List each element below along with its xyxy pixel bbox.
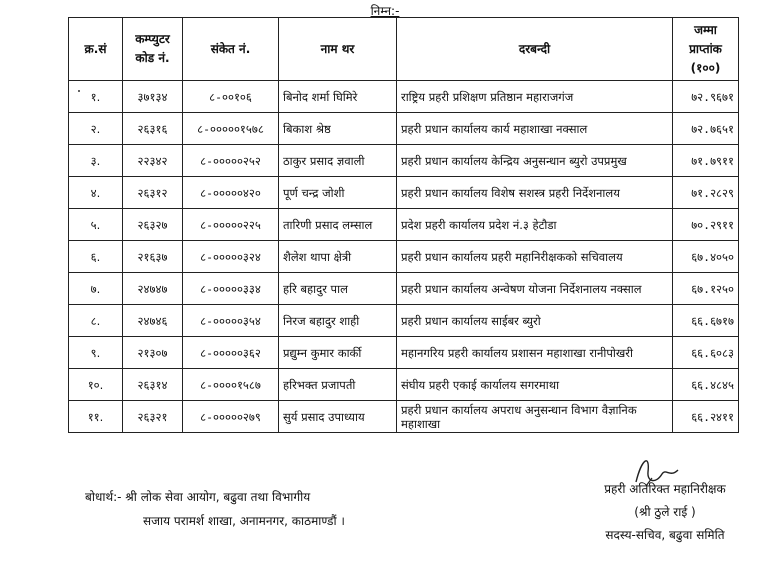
cell-code: २२३४२ — [123, 145, 183, 177]
signatory-name: (श्री ठुले राई ) — [634, 505, 696, 519]
cell-post: प्रहरी प्रधान कार्यालय अपराध अनुसन्धान विभाग वैज्ञानिक महाशाखा — [397, 401, 673, 433]
header-name: नाम थर — [279, 18, 397, 81]
cell-code: २४७४६ — [123, 305, 183, 337]
cell-score: ६६.६०८३ — [673, 337, 739, 369]
cell-post: संघीय प्रहरी एकाई कार्यालय सगरमाथा — [397, 369, 673, 401]
cell-name: बिकाश श्रेष्ठ — [279, 113, 397, 145]
header-total-label: जम्मा प्राप्तांक — [689, 22, 722, 56]
cell-post: महानगरिय प्रहरी कार्यालय प्रशासन महाशाखा रानीपोखरी — [397, 337, 673, 369]
cell-score: ६६.६७१७ — [673, 305, 739, 337]
cell-score: ७१.७९११ — [673, 145, 739, 177]
table-row — [69, 81, 739, 113]
table-row — [69, 177, 739, 209]
header-total — [673, 18, 739, 81]
table-row — [69, 401, 739, 433]
cell-sn: ८. — [69, 305, 123, 337]
cell-sn: ९. — [69, 337, 123, 369]
cell-post: प्रहरी प्रधान कार्यालय अन्वेषण योजना निर्देशनालय नक्साल — [397, 273, 673, 305]
table-header-row — [69, 18, 739, 81]
table-row — [69, 305, 739, 337]
cell-sn: ३. — [69, 145, 123, 177]
cell-sn: ६. — [69, 241, 123, 273]
table-row — [69, 145, 739, 177]
cell-code: २६३१६ — [123, 113, 183, 145]
cell-sn: ४. — [69, 177, 123, 209]
cell-score: ६६.२४११ — [673, 401, 739, 433]
cell-sn: ११. — [69, 401, 123, 433]
cell-code: ३७१३४ — [123, 81, 183, 113]
cell-post: प्रदेश प्रहरी कार्यालय प्रदेश नं.३ हेटौडा — [397, 209, 673, 241]
cell-name: शैलेश थापा क्षेत्री — [279, 241, 397, 273]
cell-score: ७२.७६५१ — [673, 113, 739, 145]
cell-code: २६३१२ — [123, 177, 183, 209]
cell-symbol: ८-०००००३५४ — [183, 305, 279, 337]
section-heading — [0, 0, 770, 16]
cell-name: ठाकुर प्रसाद ज्ञवाली — [279, 145, 397, 177]
cell-symbol: ८-००००१५८७ — [183, 369, 279, 401]
signatory-role: सदस्य-सचिव, बढुवा समिति — [605, 528, 725, 542]
header-symbol: संकेत नं. — [183, 18, 279, 81]
cell-name: प्रद्युम्न कुमार कार्की — [279, 337, 397, 369]
cell-code: २६३२१ — [123, 401, 183, 433]
cell-code: २६३१४ — [123, 369, 183, 401]
cell-post: प्रहरी प्रधान कार्यालय केन्द्रिय अनुसन्धान ब्युरो उपप्रमुख — [397, 145, 673, 177]
signatory-title: प्रहरी अतिरिक्त महानिरीक्षक — [604, 482, 726, 496]
cell-sn: १०. — [69, 369, 123, 401]
table-row — [69, 209, 739, 241]
heading-text: निम्न:- — [370, 4, 400, 18]
cell-name: हरि बहादुर पाल — [279, 273, 397, 305]
cell-post: प्रहरी प्रधान कार्यालय प्रहरी महानिरीक्षकको सचिवालय — [397, 241, 673, 273]
table-row — [69, 337, 739, 369]
cell-score: ७२.९६७१ — [673, 81, 739, 113]
cell-score: ६७.४०५० — [673, 241, 739, 273]
cell-symbol: ८-०००००३२४ — [183, 241, 279, 273]
cell-post: राष्ट्रिय प्रहरी प्रशिक्षण प्रतिष्ठान महाराजगंज — [397, 81, 673, 113]
cell-post: प्रहरी प्रधान कार्यालय साईबर ब्युरो — [397, 305, 673, 337]
cell-symbol: ८-०००००२२५ — [183, 209, 279, 241]
table-row — [69, 241, 739, 273]
cell-code: २४७४७ — [123, 273, 183, 305]
cell-score: ६६.४८४५ — [673, 369, 739, 401]
cell-symbol: ८-०००००२५२ — [183, 145, 279, 177]
signatory-block — [555, 478, 770, 547]
cc-line-2: सजाय परामर्श शाखा, अनामनगर, काठमाण्डौं । — [143, 514, 345, 528]
header-total-max: (१००) — [690, 60, 721, 75]
cell-score: ७१.२८२९ — [673, 177, 739, 209]
cell-symbol: ८-०००००३३४ — [183, 273, 279, 305]
cell-symbol: ८-०००००२७९ — [183, 401, 279, 433]
table-row — [69, 369, 739, 401]
cell-post: प्रहरी प्रधान कार्यालय विशेष सशस्त्र प्रहरी निर्देशनालय — [397, 177, 673, 209]
cell-name: तारिणी प्रसाद लम्साल — [279, 209, 397, 241]
cell-score: ६७.१२५० — [673, 273, 739, 305]
cell-score: ७०.२९११ — [673, 209, 739, 241]
header-post: दरबन्दी — [397, 18, 673, 81]
cell-name: बिनोद शर्मा घिमिरे — [279, 81, 397, 113]
header-sn: क्र.सं — [69, 18, 123, 81]
cell-name: पूर्ण चन्द्र जोशी — [279, 177, 397, 209]
cell-symbol: ८-०००००१५७८ — [183, 113, 279, 145]
cell-sn: ७. — [69, 273, 123, 305]
cell-name: निरज बहादुर शाही — [279, 305, 397, 337]
cc-block — [85, 485, 345, 533]
cell-code: २१३०७ — [123, 337, 183, 369]
cell-code: २६३२७ — [123, 209, 183, 241]
cell-sn: १. — [69, 81, 123, 113]
cell-code: २१६३७ — [123, 241, 183, 273]
cell-name: सुर्य प्रसाद उपाध्याय — [279, 401, 397, 433]
cell-post: प्रहरी प्रधान कार्यालय कार्य महाशाखा नक्साल — [397, 113, 673, 145]
cell-name: हरिभक्त प्रजापती — [279, 369, 397, 401]
table-row — [69, 113, 739, 145]
cell-symbol: ८-०००००३६२ — [183, 337, 279, 369]
cell-symbol: ८-०००००४२० — [183, 177, 279, 209]
cell-sn: २. — [69, 113, 123, 145]
cell-sn: ५. — [69, 209, 123, 241]
cc-line-1: बोधार्थ:- श्री लोक सेवा आयोग, बढुवा तथा विभागीय — [85, 490, 311, 504]
header-code: कम्प्युटर कोड नं. — [123, 18, 183, 81]
cell-symbol: ८-००१०६ — [183, 81, 279, 113]
results-table — [68, 17, 739, 433]
table-row — [69, 273, 739, 305]
